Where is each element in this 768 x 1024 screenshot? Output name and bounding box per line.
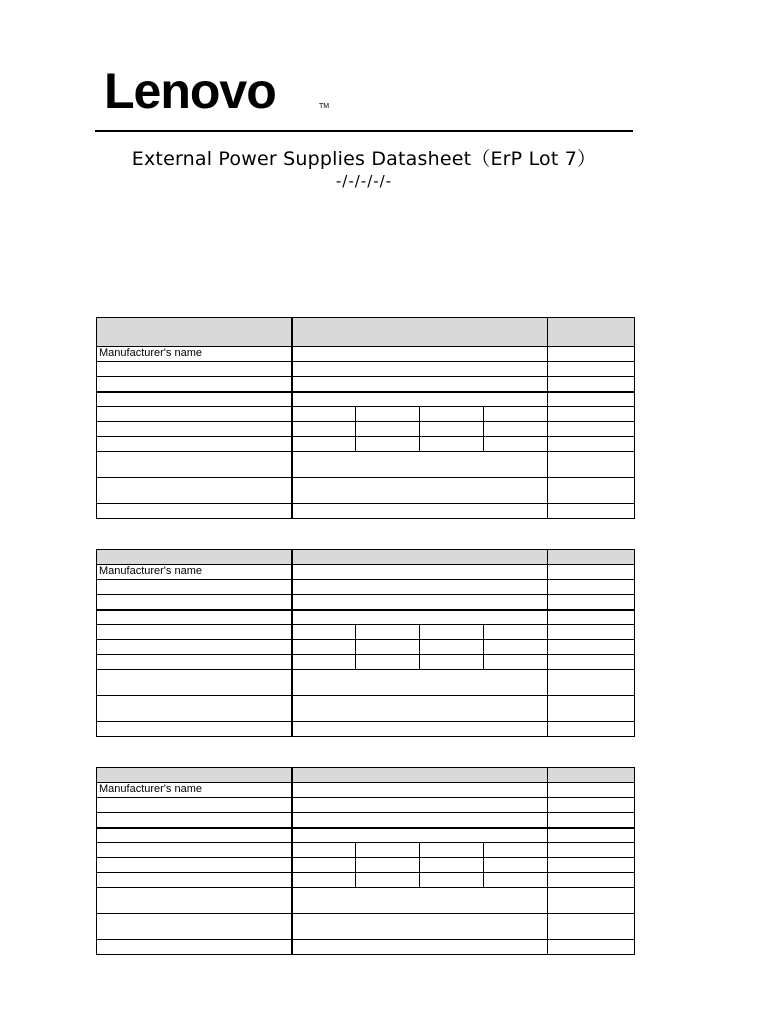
- table-cell: [356, 437, 420, 452]
- lenovo-logo: [104, 64, 334, 115]
- table-cell: [97, 914, 292, 940]
- table-cell: [292, 392, 548, 407]
- table-cell: [548, 696, 635, 722]
- table-cell: [548, 610, 635, 625]
- table-cell: [292, 828, 548, 843]
- table-cell: [548, 422, 635, 437]
- table-cell: [292, 595, 548, 610]
- table-row: [97, 843, 635, 858]
- table-cell: [356, 640, 420, 655]
- table-row: [97, 610, 635, 625]
- table-cell: [97, 696, 292, 722]
- table-cell: [420, 858, 484, 873]
- spec-table-3: [96, 767, 635, 955]
- header-cell: [548, 768, 635, 783]
- table-cell: [356, 422, 420, 437]
- table-cell: [356, 407, 420, 422]
- table-cell: [97, 504, 292, 519]
- table-row: [97, 452, 635, 478]
- table-cell: [548, 798, 635, 813]
- table-cell: [484, 655, 548, 670]
- table-row: [97, 914, 635, 940]
- header-cell: [97, 550, 292, 565]
- svg-text:Lenovo: Lenovo: [104, 64, 276, 110]
- table-cell: [97, 362, 292, 377]
- table-cell: [97, 828, 292, 843]
- table-cell: [548, 828, 635, 843]
- table-cell: [97, 407, 292, 422]
- table-cell: [292, 873, 356, 888]
- table-row: [97, 595, 635, 610]
- spec-table-1: [96, 317, 635, 519]
- table-cell: [292, 888, 548, 914]
- table-header-row: [97, 550, 635, 565]
- table-row: [97, 504, 635, 519]
- table-cell: [356, 873, 420, 888]
- table-cell: [292, 655, 356, 670]
- table-cell: [548, 940, 635, 955]
- table-cell: [548, 813, 635, 828]
- table-row: [97, 888, 635, 914]
- table-cell: [548, 478, 635, 504]
- table-cell: [97, 843, 292, 858]
- table-cell: [420, 655, 484, 670]
- table-cell: [292, 504, 548, 519]
- header-cell: [292, 768, 548, 783]
- table-row: [97, 858, 635, 873]
- table-row: [97, 813, 635, 828]
- table-cell: [548, 625, 635, 640]
- spec-table-2: [96, 549, 635, 737]
- table-cell: [484, 437, 548, 452]
- table-cell: [548, 888, 635, 914]
- table-cell: [420, 640, 484, 655]
- table-cell: [484, 407, 548, 422]
- table-cell: [484, 625, 548, 640]
- table-cell: [292, 347, 548, 362]
- table-cell: [292, 362, 548, 377]
- table-row: [97, 940, 635, 955]
- table-cell: [292, 610, 548, 625]
- table-cell: [292, 858, 356, 873]
- table-cell: [97, 392, 292, 407]
- table-cell: [97, 625, 292, 640]
- table-header-row: [97, 768, 635, 783]
- table-cell: [420, 437, 484, 452]
- table-cell: [484, 873, 548, 888]
- table-cell: [292, 437, 356, 452]
- table-cell: [548, 595, 635, 610]
- table-cell: [548, 670, 635, 696]
- table-cell: [97, 610, 292, 625]
- table-cell: [292, 625, 356, 640]
- table-cell: [97, 722, 292, 737]
- table-cell: [548, 722, 635, 737]
- table-row: [97, 783, 635, 798]
- table-cell: [292, 407, 356, 422]
- table-cell: [548, 655, 635, 670]
- table-row: [97, 437, 635, 452]
- table-cell: [292, 696, 548, 722]
- table-cell: [548, 377, 635, 392]
- table-cell: [356, 858, 420, 873]
- header-divider: [95, 130, 633, 132]
- table-cell: [292, 914, 548, 940]
- table-row: [97, 565, 635, 580]
- table-cell: [548, 452, 635, 478]
- header-cell: [97, 318, 292, 347]
- table-row: [97, 798, 635, 813]
- table-cell: [356, 655, 420, 670]
- manufacturer-name-label: Manufacturer's name: [97, 565, 292, 580]
- table-row: [97, 407, 635, 422]
- table-header-row: [97, 318, 635, 347]
- table-cell: [484, 858, 548, 873]
- header-cell: [548, 550, 635, 565]
- table-cell: [97, 798, 292, 813]
- table-cell: [292, 565, 548, 580]
- table-cell: [97, 813, 292, 828]
- table-cell: [292, 422, 356, 437]
- table-cell: [548, 565, 635, 580]
- table-cell: [97, 452, 292, 478]
- table-cell: [548, 504, 635, 519]
- table-cell: [97, 873, 292, 888]
- table-cell: [548, 347, 635, 362]
- table-cell: [484, 640, 548, 655]
- table-cell: [548, 407, 635, 422]
- table-cell: [97, 640, 292, 655]
- lenovo-logo-graphic: [104, 64, 334, 110]
- table-cell: [356, 625, 420, 640]
- table-cell: [484, 422, 548, 437]
- table-row: [97, 873, 635, 888]
- table-cell: [97, 478, 292, 504]
- table-cell: [97, 670, 292, 696]
- manufacturer-name-label: Manufacturer's name: [97, 783, 292, 798]
- table-cell: [97, 580, 292, 595]
- table-row: [97, 347, 635, 362]
- table-cell: [292, 843, 356, 858]
- table-cell: [97, 437, 292, 452]
- table-cell: [548, 362, 635, 377]
- table-cell: [420, 843, 484, 858]
- table-cell: [420, 625, 484, 640]
- table-row: [97, 478, 635, 504]
- table-cell: [97, 377, 292, 392]
- table-row: [97, 580, 635, 595]
- table-cell: [97, 940, 292, 955]
- table-row: [97, 670, 635, 696]
- table-cell: [292, 940, 548, 955]
- table-cell: [548, 437, 635, 452]
- page-subtitle: -/-/-/-/-: [335, 172, 393, 190]
- table-row: [97, 640, 635, 655]
- table-cell: [97, 655, 292, 670]
- table-cell: [292, 478, 548, 504]
- table-row: [97, 828, 635, 843]
- header-cell: [548, 318, 635, 347]
- table-cell: [548, 783, 635, 798]
- table-cell: [292, 798, 548, 813]
- table-row: [97, 377, 635, 392]
- table-cell: [97, 858, 292, 873]
- table-cell: [548, 640, 635, 655]
- table-cell: [292, 670, 548, 696]
- page-title: External Power Supplies Datasheet（ErP Lot 7）: [131, 148, 597, 170]
- table-cell: [292, 722, 548, 737]
- table-cell: [292, 640, 356, 655]
- table-cell: [420, 873, 484, 888]
- table-row: [97, 362, 635, 377]
- table-cell: [292, 452, 548, 478]
- table-cell: [420, 407, 484, 422]
- table-cell: [97, 888, 292, 914]
- table-cell: [548, 392, 635, 407]
- table-cell: [292, 783, 548, 798]
- manufacturer-name-label: Manufacturer's name: [97, 347, 292, 362]
- table-cell: [548, 858, 635, 873]
- table-cell: [548, 914, 635, 940]
- table-cell: [292, 813, 548, 828]
- svg-text:TM: TM: [319, 103, 330, 110]
- table-cell: [97, 595, 292, 610]
- table-row: [97, 722, 635, 737]
- table-cell: [356, 843, 420, 858]
- table-cell: [420, 422, 484, 437]
- table-cell: [548, 843, 635, 858]
- table-row: [97, 625, 635, 640]
- header-cell: [292, 318, 548, 347]
- table-cell: [548, 873, 635, 888]
- table-row: [97, 696, 635, 722]
- table-cell: [292, 580, 548, 595]
- table-row: [97, 655, 635, 670]
- header-cell: [97, 768, 292, 783]
- header-cell: [292, 550, 548, 565]
- table-cell: [548, 580, 635, 595]
- table-cell: [484, 843, 548, 858]
- table-cell: [292, 377, 548, 392]
- table-cell: [97, 422, 292, 437]
- table-row: [97, 392, 635, 407]
- table-row: [97, 422, 635, 437]
